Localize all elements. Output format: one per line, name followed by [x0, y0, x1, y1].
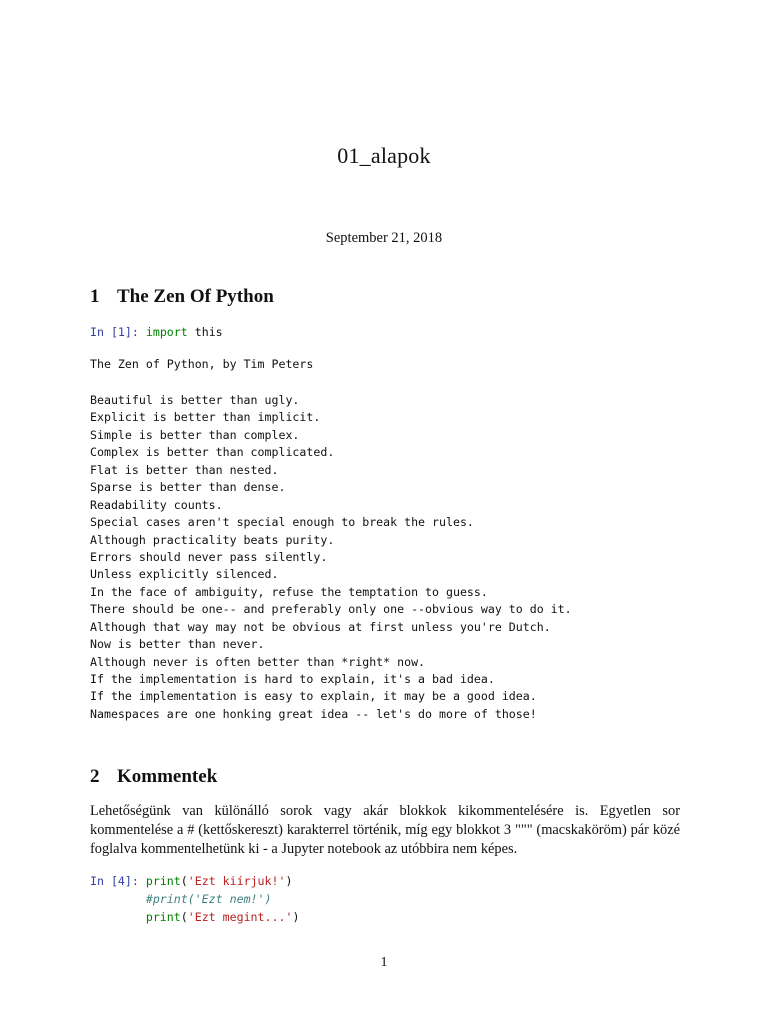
output-line: There should be one-- and preferably only one --obvious way to do it. [90, 602, 572, 617]
output-line: Beautiful is better than ugly. [90, 393, 300, 407]
page-number: 1 [380, 955, 388, 970]
output-line: If the implementation is hard to explain, it's a bad idea. [90, 672, 495, 686]
paragraph-kommentek: Lehetőségünk van különálló sorok vagy akár blokkok kikommentelésére is. Egyetlen sor kommentelése a # (kettőskereszt) karakterrel történik, míg egy blokkot 3 """ (macskaköröm) pár közé foglalva kommentelhetünk ki - a Jupyter notebook az utóbbira nem képes. [90, 803, 680, 857]
output-line: Now is better than never. [90, 637, 265, 652]
output-line: Flat is better than nested. [90, 462, 279, 477]
import-keyword: import [145, 325, 188, 339]
cell-prompt: In [1]: [90, 325, 139, 339]
cell-output-header: The Zen of Python, by Tim Peters [90, 357, 314, 371]
print-function: print [145, 910, 181, 924]
output-line: Namespaces are one honking great idea -- let's do more of those! [90, 706, 537, 721]
output-line: Errors should never pass silently. [90, 549, 328, 564]
module-name: this [194, 325, 223, 339]
output-line: Explicit is better than implicit. [90, 410, 321, 425]
paren-open: ( [180, 874, 188, 888]
code-comment: #print('Ezt nem!') [145, 892, 272, 906]
output-line: Sparse is better than dense. [90, 480, 286, 495]
output-line: Although never is often better than *right* now. [90, 654, 426, 669]
string-literal: 'Ezt megint...' [187, 910, 293, 924]
print-function: print [145, 874, 181, 888]
section-title: The Zen Of Python [117, 286, 274, 307]
section-title: Kommentek [117, 766, 218, 787]
section-heading-kommentek [90, 766, 217, 788]
string-literal: 'Ezt kiírjuk!' [187, 874, 286, 888]
section-number: 1 [90, 286, 100, 307]
output-line: Complex is better than complicated. [90, 445, 335, 460]
output-line: If the implementation is easy to explain, it may be a good idea. [90, 689, 537, 704]
code-cell-import-this [90, 325, 223, 339]
cell-output-zen [90, 392, 572, 723]
code-cell-print [90, 872, 299, 926]
output-line: Unless explicitly silenced. [90, 567, 279, 582]
document-title: 01_alapok [337, 143, 431, 168]
section-heading-zen [90, 286, 274, 308]
paren-close: ) [292, 910, 300, 924]
output-line: Readability counts. [90, 497, 223, 512]
cell-prompt: In [4]: [90, 874, 139, 888]
paren-close: ) [285, 874, 293, 888]
output-line: Although practicality beats purity. [90, 532, 335, 547]
section-number: 2 [90, 766, 100, 787]
paren-open: ( [180, 910, 188, 924]
output-line: Special cases aren't special enough to break the rules. [90, 515, 474, 530]
output-line: Although that way may not be obvious at first unless you're Dutch. [90, 619, 551, 634]
output-line: Simple is better than complex. [90, 427, 300, 442]
document-date: September 21, 2018 [325, 230, 443, 246]
output-line: In the face of ambiguity, refuse the temptation to guess. [90, 584, 488, 599]
